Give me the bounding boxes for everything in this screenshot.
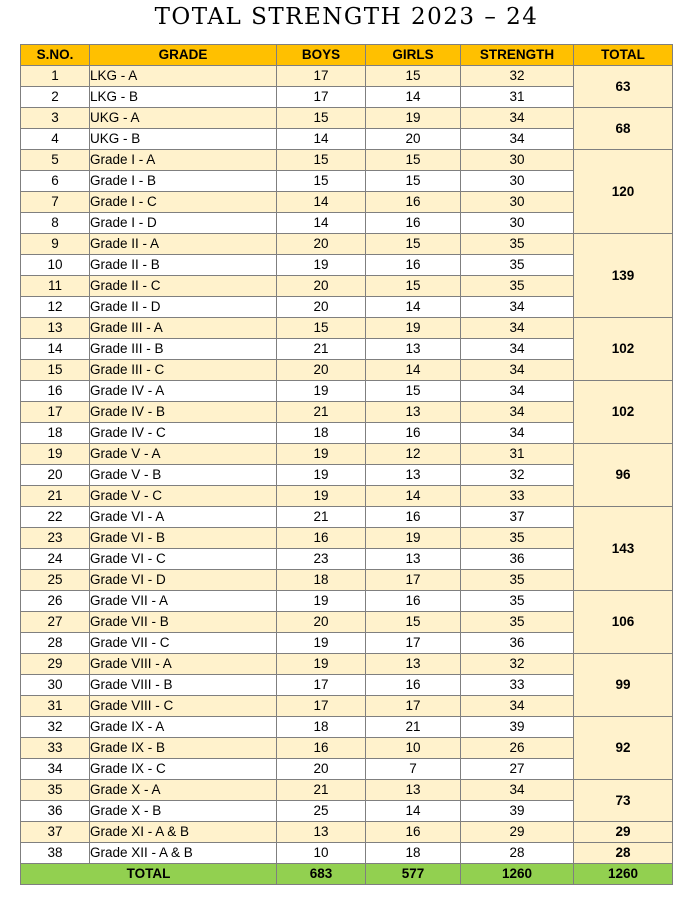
- cell-girls: 14: [366, 801, 461, 822]
- cell-girls: 18: [366, 843, 461, 864]
- cell-grade: Grade X - A: [90, 780, 277, 801]
- cell-boys: 19: [277, 654, 366, 675]
- cell-girls: 14: [366, 87, 461, 108]
- cell-grade: Grade IX - C: [90, 759, 277, 780]
- column-header-boys: BOYS: [277, 45, 366, 66]
- cell-grade: Grade I - B: [90, 171, 277, 192]
- cell-girls: 15: [366, 66, 461, 87]
- cell-strength: 27: [461, 759, 574, 780]
- cell-girls: 13: [366, 549, 461, 570]
- cell-sno: 2: [21, 87, 90, 108]
- cell-strength: 36: [461, 633, 574, 654]
- cell-grade: Grade V - C: [90, 486, 277, 507]
- cell-boys: 14: [277, 192, 366, 213]
- table-row: [21, 507, 673, 528]
- cell-boys: 15: [277, 318, 366, 339]
- strength-table: [20, 44, 673, 885]
- cell-sno: 16: [21, 381, 90, 402]
- cell-grade: Grade III - A: [90, 318, 277, 339]
- cell-girls: 16: [366, 255, 461, 276]
- cell-grade: UKG - B: [90, 129, 277, 150]
- cell-boys: 15: [277, 171, 366, 192]
- cell-girls: 15: [366, 171, 461, 192]
- table-footer: [21, 864, 673, 885]
- cell-grade: Grade VI - D: [90, 570, 277, 591]
- cell-sno: 34: [21, 759, 90, 780]
- cell-grade: Grade VII - A: [90, 591, 277, 612]
- cell-girls: 16: [366, 192, 461, 213]
- cell-boys: 19: [277, 591, 366, 612]
- cell-boys: 19: [277, 633, 366, 654]
- cell-sno: 27: [21, 612, 90, 633]
- table-row: [21, 234, 673, 255]
- cell-sno: 26: [21, 591, 90, 612]
- header-row: [21, 45, 673, 66]
- cell-girls: 16: [366, 591, 461, 612]
- cell-strength: 39: [461, 801, 574, 822]
- cell-grade: Grade VIII - C: [90, 696, 277, 717]
- footer-strength: 1260: [461, 864, 574, 885]
- cell-boys: 19: [277, 444, 366, 465]
- cell-girls: 19: [366, 528, 461, 549]
- cell-group-total: 99: [574, 654, 673, 717]
- cell-sno: 29: [21, 654, 90, 675]
- table-row: [21, 591, 673, 612]
- cell-sno: 7: [21, 192, 90, 213]
- table-row: [21, 381, 673, 402]
- cell-sno: 10: [21, 255, 90, 276]
- cell-strength: 34: [461, 339, 574, 360]
- cell-boys: 19: [277, 255, 366, 276]
- cell-grade: Grade VI - A: [90, 507, 277, 528]
- cell-grade: Grade XI - A & B: [90, 822, 277, 843]
- cell-strength: 26: [461, 738, 574, 759]
- cell-grade: Grade II - C: [90, 276, 277, 297]
- cell-strength: 34: [461, 318, 574, 339]
- page-title: TOTAL STRENGTH 2023 – 24: [154, 4, 539, 30]
- cell-group-total: 68: [574, 108, 673, 150]
- cell-strength: 35: [461, 591, 574, 612]
- cell-boys: 21: [277, 402, 366, 423]
- footer-label: TOTAL: [21, 864, 277, 885]
- cell-girls: 16: [366, 423, 461, 444]
- cell-girls: 16: [366, 675, 461, 696]
- footer-row: [21, 864, 673, 885]
- column-header-sno: S.NO.: [21, 45, 90, 66]
- cell-boys: 18: [277, 570, 366, 591]
- cell-group-total: 143: [574, 507, 673, 591]
- cell-strength: 34: [461, 402, 574, 423]
- cell-grade: Grade I - A: [90, 150, 277, 171]
- cell-strength: 32: [461, 66, 574, 87]
- cell-strength: 34: [461, 360, 574, 381]
- cell-girls: 16: [366, 507, 461, 528]
- cell-boys: 14: [277, 129, 366, 150]
- cell-boys: 17: [277, 675, 366, 696]
- cell-boys: 16: [277, 738, 366, 759]
- cell-sno: 9: [21, 234, 90, 255]
- cell-girls: 7: [366, 759, 461, 780]
- cell-strength: 30: [461, 150, 574, 171]
- cell-girls: 15: [366, 276, 461, 297]
- cell-boys: 15: [277, 150, 366, 171]
- table-row: [21, 108, 673, 129]
- cell-girls: 13: [366, 339, 461, 360]
- cell-strength: 30: [461, 171, 574, 192]
- cell-sno: 32: [21, 717, 90, 738]
- cell-sno: 35: [21, 780, 90, 801]
- cell-group-total: 96: [574, 444, 673, 507]
- cell-sno: 22: [21, 507, 90, 528]
- cell-sno: 17: [21, 402, 90, 423]
- cell-girls: 19: [366, 108, 461, 129]
- cell-grade: Grade VI - C: [90, 549, 277, 570]
- cell-grade: Grade IV - B: [90, 402, 277, 423]
- cell-boys: 18: [277, 717, 366, 738]
- cell-strength: 32: [461, 465, 574, 486]
- cell-strength: 36: [461, 549, 574, 570]
- cell-sno: 5: [21, 150, 90, 171]
- cell-strength: 29: [461, 822, 574, 843]
- cell-girls: 14: [366, 486, 461, 507]
- cell-boys: 19: [277, 486, 366, 507]
- cell-group-total: 102: [574, 381, 673, 444]
- cell-grade: Grade V - A: [90, 444, 277, 465]
- cell-strength: 35: [461, 255, 574, 276]
- cell-girls: 15: [366, 234, 461, 255]
- cell-strength: 32: [461, 654, 574, 675]
- table-row: [21, 717, 673, 738]
- cell-sno: 21: [21, 486, 90, 507]
- cell-boys: 10: [277, 843, 366, 864]
- footer-boys: 683: [277, 864, 366, 885]
- cell-sno: 11: [21, 276, 90, 297]
- cell-sno: 31: [21, 696, 90, 717]
- cell-grade: LKG - A: [90, 66, 277, 87]
- cell-boys: 17: [277, 66, 366, 87]
- cell-boys: 16: [277, 528, 366, 549]
- cell-group-total: 28: [574, 843, 673, 864]
- cell-strength: 33: [461, 486, 574, 507]
- cell-boys: 19: [277, 465, 366, 486]
- cell-boys: 17: [277, 87, 366, 108]
- cell-grade: Grade XII - A & B: [90, 843, 277, 864]
- cell-grade: Grade II - B: [90, 255, 277, 276]
- cell-strength: 31: [461, 444, 574, 465]
- cell-boys: 25: [277, 801, 366, 822]
- cell-girls: 15: [366, 150, 461, 171]
- cell-grade: Grade IV - C: [90, 423, 277, 444]
- cell-strength: 34: [461, 780, 574, 801]
- cell-strength: 33: [461, 675, 574, 696]
- cell-grade: UKG - A: [90, 108, 277, 129]
- cell-group-total: 102: [574, 318, 673, 381]
- cell-sno: 33: [21, 738, 90, 759]
- column-header-grade: GRADE: [90, 45, 277, 66]
- cell-grade: Grade VII - C: [90, 633, 277, 654]
- cell-strength: 30: [461, 192, 574, 213]
- cell-boys: 20: [277, 276, 366, 297]
- cell-sno: 3: [21, 108, 90, 129]
- cell-group-total: 106: [574, 591, 673, 654]
- cell-girls: 15: [366, 612, 461, 633]
- table-row: [21, 444, 673, 465]
- cell-strength: 34: [461, 696, 574, 717]
- cell-grade: Grade I - D: [90, 213, 277, 234]
- cell-girls: 17: [366, 570, 461, 591]
- cell-girls: 19: [366, 318, 461, 339]
- cell-sno: 24: [21, 549, 90, 570]
- cell-girls: 17: [366, 696, 461, 717]
- cell-sno: 28: [21, 633, 90, 654]
- cell-sno: 37: [21, 822, 90, 843]
- cell-grade: Grade VI - B: [90, 528, 277, 549]
- cell-boys: 20: [277, 759, 366, 780]
- cell-sno: 30: [21, 675, 90, 696]
- cell-sno: 1: [21, 66, 90, 87]
- cell-sno: 23: [21, 528, 90, 549]
- cell-boys: 20: [277, 612, 366, 633]
- table-row: [21, 843, 673, 864]
- cell-girls: 16: [366, 213, 461, 234]
- cell-boys: 13: [277, 822, 366, 843]
- cell-strength: 35: [461, 612, 574, 633]
- table-row: [21, 66, 673, 87]
- cell-strength: 37: [461, 507, 574, 528]
- cell-strength: 34: [461, 108, 574, 129]
- cell-strength: 39: [461, 717, 574, 738]
- cell-sno: 13: [21, 318, 90, 339]
- cell-grade: Grade III - C: [90, 360, 277, 381]
- cell-girls: 16: [366, 822, 461, 843]
- cell-sno: 19: [21, 444, 90, 465]
- cell-boys: 17: [277, 696, 366, 717]
- cell-grade: Grade II - D: [90, 297, 277, 318]
- table-row: [21, 780, 673, 801]
- cell-strength: 28: [461, 843, 574, 864]
- cell-sno: 8: [21, 213, 90, 234]
- cell-strength: 35: [461, 234, 574, 255]
- cell-girls: 13: [366, 465, 461, 486]
- cell-sno: 25: [21, 570, 90, 591]
- cell-strength: 35: [461, 528, 574, 549]
- cell-group-total: 29: [574, 822, 673, 843]
- cell-girls: 15: [366, 381, 461, 402]
- cell-girls: 13: [366, 780, 461, 801]
- cell-grade: Grade I - C: [90, 192, 277, 213]
- cell-boys: 20: [277, 234, 366, 255]
- cell-strength: 35: [461, 570, 574, 591]
- cell-strength: 34: [461, 381, 574, 402]
- column-header-girls: GIRLS: [366, 45, 461, 66]
- column-header-total: TOTAL: [574, 45, 673, 66]
- cell-boys: 21: [277, 780, 366, 801]
- cell-group-total: 63: [574, 66, 673, 108]
- cell-grade: Grade IX - B: [90, 738, 277, 759]
- cell-boys: 14: [277, 213, 366, 234]
- cell-girls: 14: [366, 360, 461, 381]
- cell-girls: 13: [366, 654, 461, 675]
- cell-strength: 30: [461, 213, 574, 234]
- cell-sno: 38: [21, 843, 90, 864]
- cell-boys: 23: [277, 549, 366, 570]
- cell-boys: 21: [277, 339, 366, 360]
- cell-strength: 34: [461, 129, 574, 150]
- footer-girls: 577: [366, 864, 461, 885]
- cell-sno: 20: [21, 465, 90, 486]
- table-row: [21, 150, 673, 171]
- cell-grade: LKG - B: [90, 87, 277, 108]
- cell-girls: 21: [366, 717, 461, 738]
- footer-total: 1260: [574, 864, 673, 885]
- cell-strength: 31: [461, 87, 574, 108]
- cell-grade: Grade III - B: [90, 339, 277, 360]
- cell-sno: 6: [21, 171, 90, 192]
- cell-grade: Grade X - B: [90, 801, 277, 822]
- table-row: [21, 318, 673, 339]
- cell-boys: 20: [277, 297, 366, 318]
- cell-strength: 34: [461, 423, 574, 444]
- cell-girls: 17: [366, 633, 461, 654]
- cell-sno: 14: [21, 339, 90, 360]
- table-body: [21, 66, 673, 864]
- cell-sno: 18: [21, 423, 90, 444]
- cell-grade: Grade VIII - A: [90, 654, 277, 675]
- cell-grade: Grade IV - A: [90, 381, 277, 402]
- cell-girls: 12: [366, 444, 461, 465]
- cell-girls: 13: [366, 402, 461, 423]
- cell-boys: 19: [277, 381, 366, 402]
- column-header-strength: STRENGTH: [461, 45, 574, 66]
- cell-girls: 10: [366, 738, 461, 759]
- cell-sno: 12: [21, 297, 90, 318]
- cell-grade: Grade VIII - B: [90, 675, 277, 696]
- table-row: [21, 822, 673, 843]
- cell-strength: 35: [461, 276, 574, 297]
- table-header: [21, 45, 673, 66]
- cell-sno: 36: [21, 801, 90, 822]
- cell-boys: 21: [277, 507, 366, 528]
- cell-group-total: 139: [574, 234, 673, 318]
- cell-girls: 20: [366, 129, 461, 150]
- table-row: [21, 654, 673, 675]
- cell-grade: Grade II - A: [90, 234, 277, 255]
- cell-strength: 34: [461, 297, 574, 318]
- cell-grade: Grade IX - A: [90, 717, 277, 738]
- cell-sno: 4: [21, 129, 90, 150]
- cell-grade: Grade V - B: [90, 465, 277, 486]
- cell-grade: Grade VII - B: [90, 612, 277, 633]
- cell-boys: 18: [277, 423, 366, 444]
- cell-girls: 14: [366, 297, 461, 318]
- cell-boys: 15: [277, 108, 366, 129]
- cell-group-total: 92: [574, 717, 673, 780]
- cell-group-total: 120: [574, 150, 673, 234]
- cell-boys: 20: [277, 360, 366, 381]
- cell-group-total: 73: [574, 780, 673, 822]
- cell-sno: 15: [21, 360, 90, 381]
